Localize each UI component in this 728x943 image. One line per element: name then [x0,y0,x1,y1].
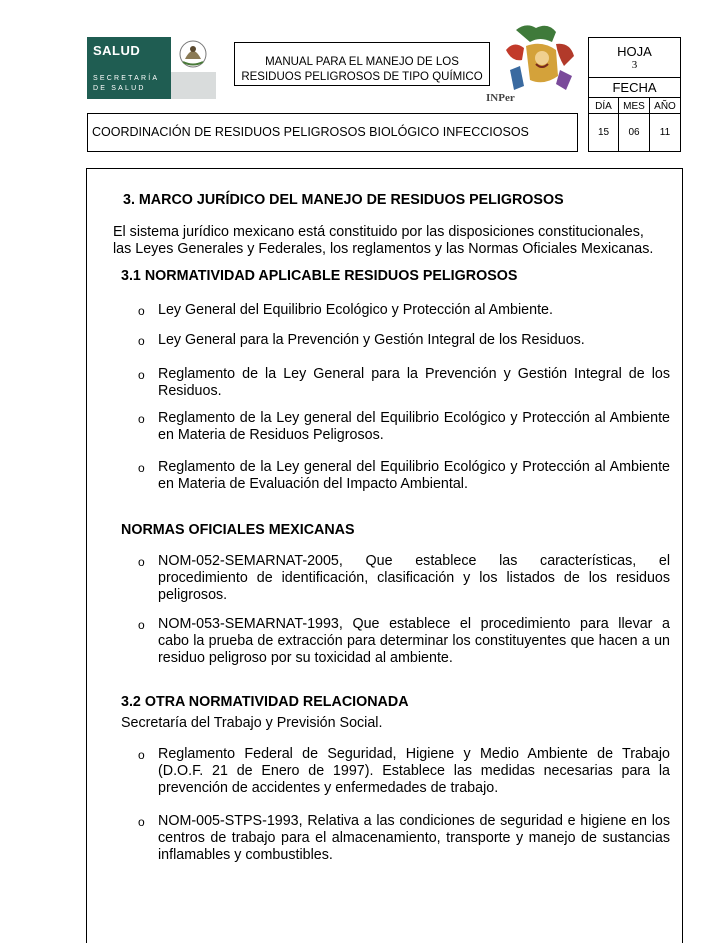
logo-secretaria-line: SECRETARÍA [93,75,160,82]
document-title-line1: MANUAL PARA EL MANEJO DE LOS [265,56,459,68]
salud-logo [87,37,171,99]
list-item-line: NOM-005-STPS-1993, Relativa a las condiciones de seguridad e higiene en los [158,813,670,829]
bullet-icon: o [138,412,145,426]
list-item-line: peligrosos. [158,587,228,603]
bullet-icon: o [138,815,145,829]
list-item-line: NOM-053-SEMARNAT-1993, Que establece el procedimiento para llevar a [158,616,670,632]
logo-strip [171,72,216,99]
list-item-line: cabo la prueba de extracción para determinar los constituyentes que hacen a un [158,633,670,649]
heading-normas-oficiales: NORMAS OFICIALES MEXICANAS [121,522,355,538]
list-item [158,410,670,444]
stps-label: Secretaría del Trabajo y Previsión Social. [121,715,383,731]
bullet-icon: o [138,368,145,382]
list-item-line: Residuos. [158,383,222,399]
list-item-line: Reglamento de la Ley general del Equilibrio Ecológico y Protección al Ambiente [158,459,670,475]
dia-value: 15 [588,113,619,152]
coordinacion-title: COORDINACIÓN DE RESIDUOS PELIGROSOS BIOLÓGICO INFECCIOSOS [87,113,578,152]
list-item [158,366,670,400]
inper-logo-icon [496,20,582,100]
list-item-line: Reglamento Federal de Seguridad, Higiene y Medio Ambiente de Trabajo [158,746,670,762]
list-item-line: en Materia de Residuos Peligrosos. [158,427,384,443]
bullet-icon: o [138,334,145,348]
intro-paragraph [113,224,669,258]
hoja-label: HOJA [617,44,652,59]
list-item-line: Reglamento de la Ley General para la Prevención y Gestión Integral de los [158,366,670,382]
list-item-line: (D.O.F. 21 de Enero de 1997). Establece las medidas necesarias para la [158,763,670,779]
anio-value: 11 [649,113,681,152]
anio-label: AÑO [649,97,681,114]
list-item-line: Reglamento de la Ley general del Equilibrio Ecológico y Protección al Ambiente [158,410,670,426]
inper-label: INPer [486,92,515,104]
list-item-line: centros de trabajo para el almacenamiento, transporte y manejo de sustancias [158,830,670,846]
list-item-line: en Materia de Evaluación del Impacto Ambiental. [158,476,468,492]
intro-line2: las Leyes Generales y Federales, los reglamentos y las Normas Oficiales Mexicanas. [113,241,654,257]
list-item [158,553,670,604]
bullet-icon: o [138,461,145,475]
list-item-line: NOM-052-SEMARNAT-2005, Que establece las características, el [158,553,670,569]
list-item-line: prevención de accidentes y enfermedades de trabajo. [158,780,499,796]
fecha-label: FECHA [588,77,681,98]
bullet-icon: o [138,618,145,632]
list-item-line: inflamables y combustibles. [158,847,333,863]
intro-line1: El sistema jurídico mexicano está constituido por las disposiciones constitucionales, [113,224,644,240]
list-item: Ley General para la Prevención y Gestión Integral de los Residuos. [158,332,585,348]
list-item [158,459,670,493]
list-item [158,616,670,667]
list-item [158,746,670,797]
list-item-line: procedimiento de identificación, clasificación y los listados de los residuos [158,570,670,586]
mes-label: MES [618,97,650,114]
dia-label: DÍA [588,97,619,114]
bullet-icon: o [138,555,145,569]
heading-otra-normatividad: 3.2 OTRA NORMATIVIDAD RELACIONADA [121,694,409,710]
logo-secretaria-text [93,74,159,94]
mes-value: 06 [618,113,650,152]
logo-salud-text: SALUD [93,43,141,58]
bullet-icon: o [138,304,145,318]
bullet-icon: o [138,748,145,762]
hoja-value: 3 [631,59,638,71]
list-item: Ley General del Equilibrio Ecológico y Protección al Ambiente. [158,302,553,318]
heading-marco-juridico: 3. MARCO JURÍDICO DEL MANEJO DE RESIDUOS PELIGROSOS [123,192,564,208]
list-item [158,813,670,864]
hoja-box [588,37,681,78]
list-item-line: residuo peligroso por su toxicidad al ambiente. [158,650,453,666]
logo-de-salud-line: DE SALUD [93,85,146,92]
document-title-line2: RESIDUOS PELIGROSOS DE TIPO QUÍMICO [241,71,483,83]
document-title-box [234,42,490,86]
mexico-coat-of-arms-icon [171,37,216,72]
heading-normatividad-aplicable: 3.1 NORMATIVIDAD APLICABLE RESIDUOS PELIGROSOS [121,268,518,284]
